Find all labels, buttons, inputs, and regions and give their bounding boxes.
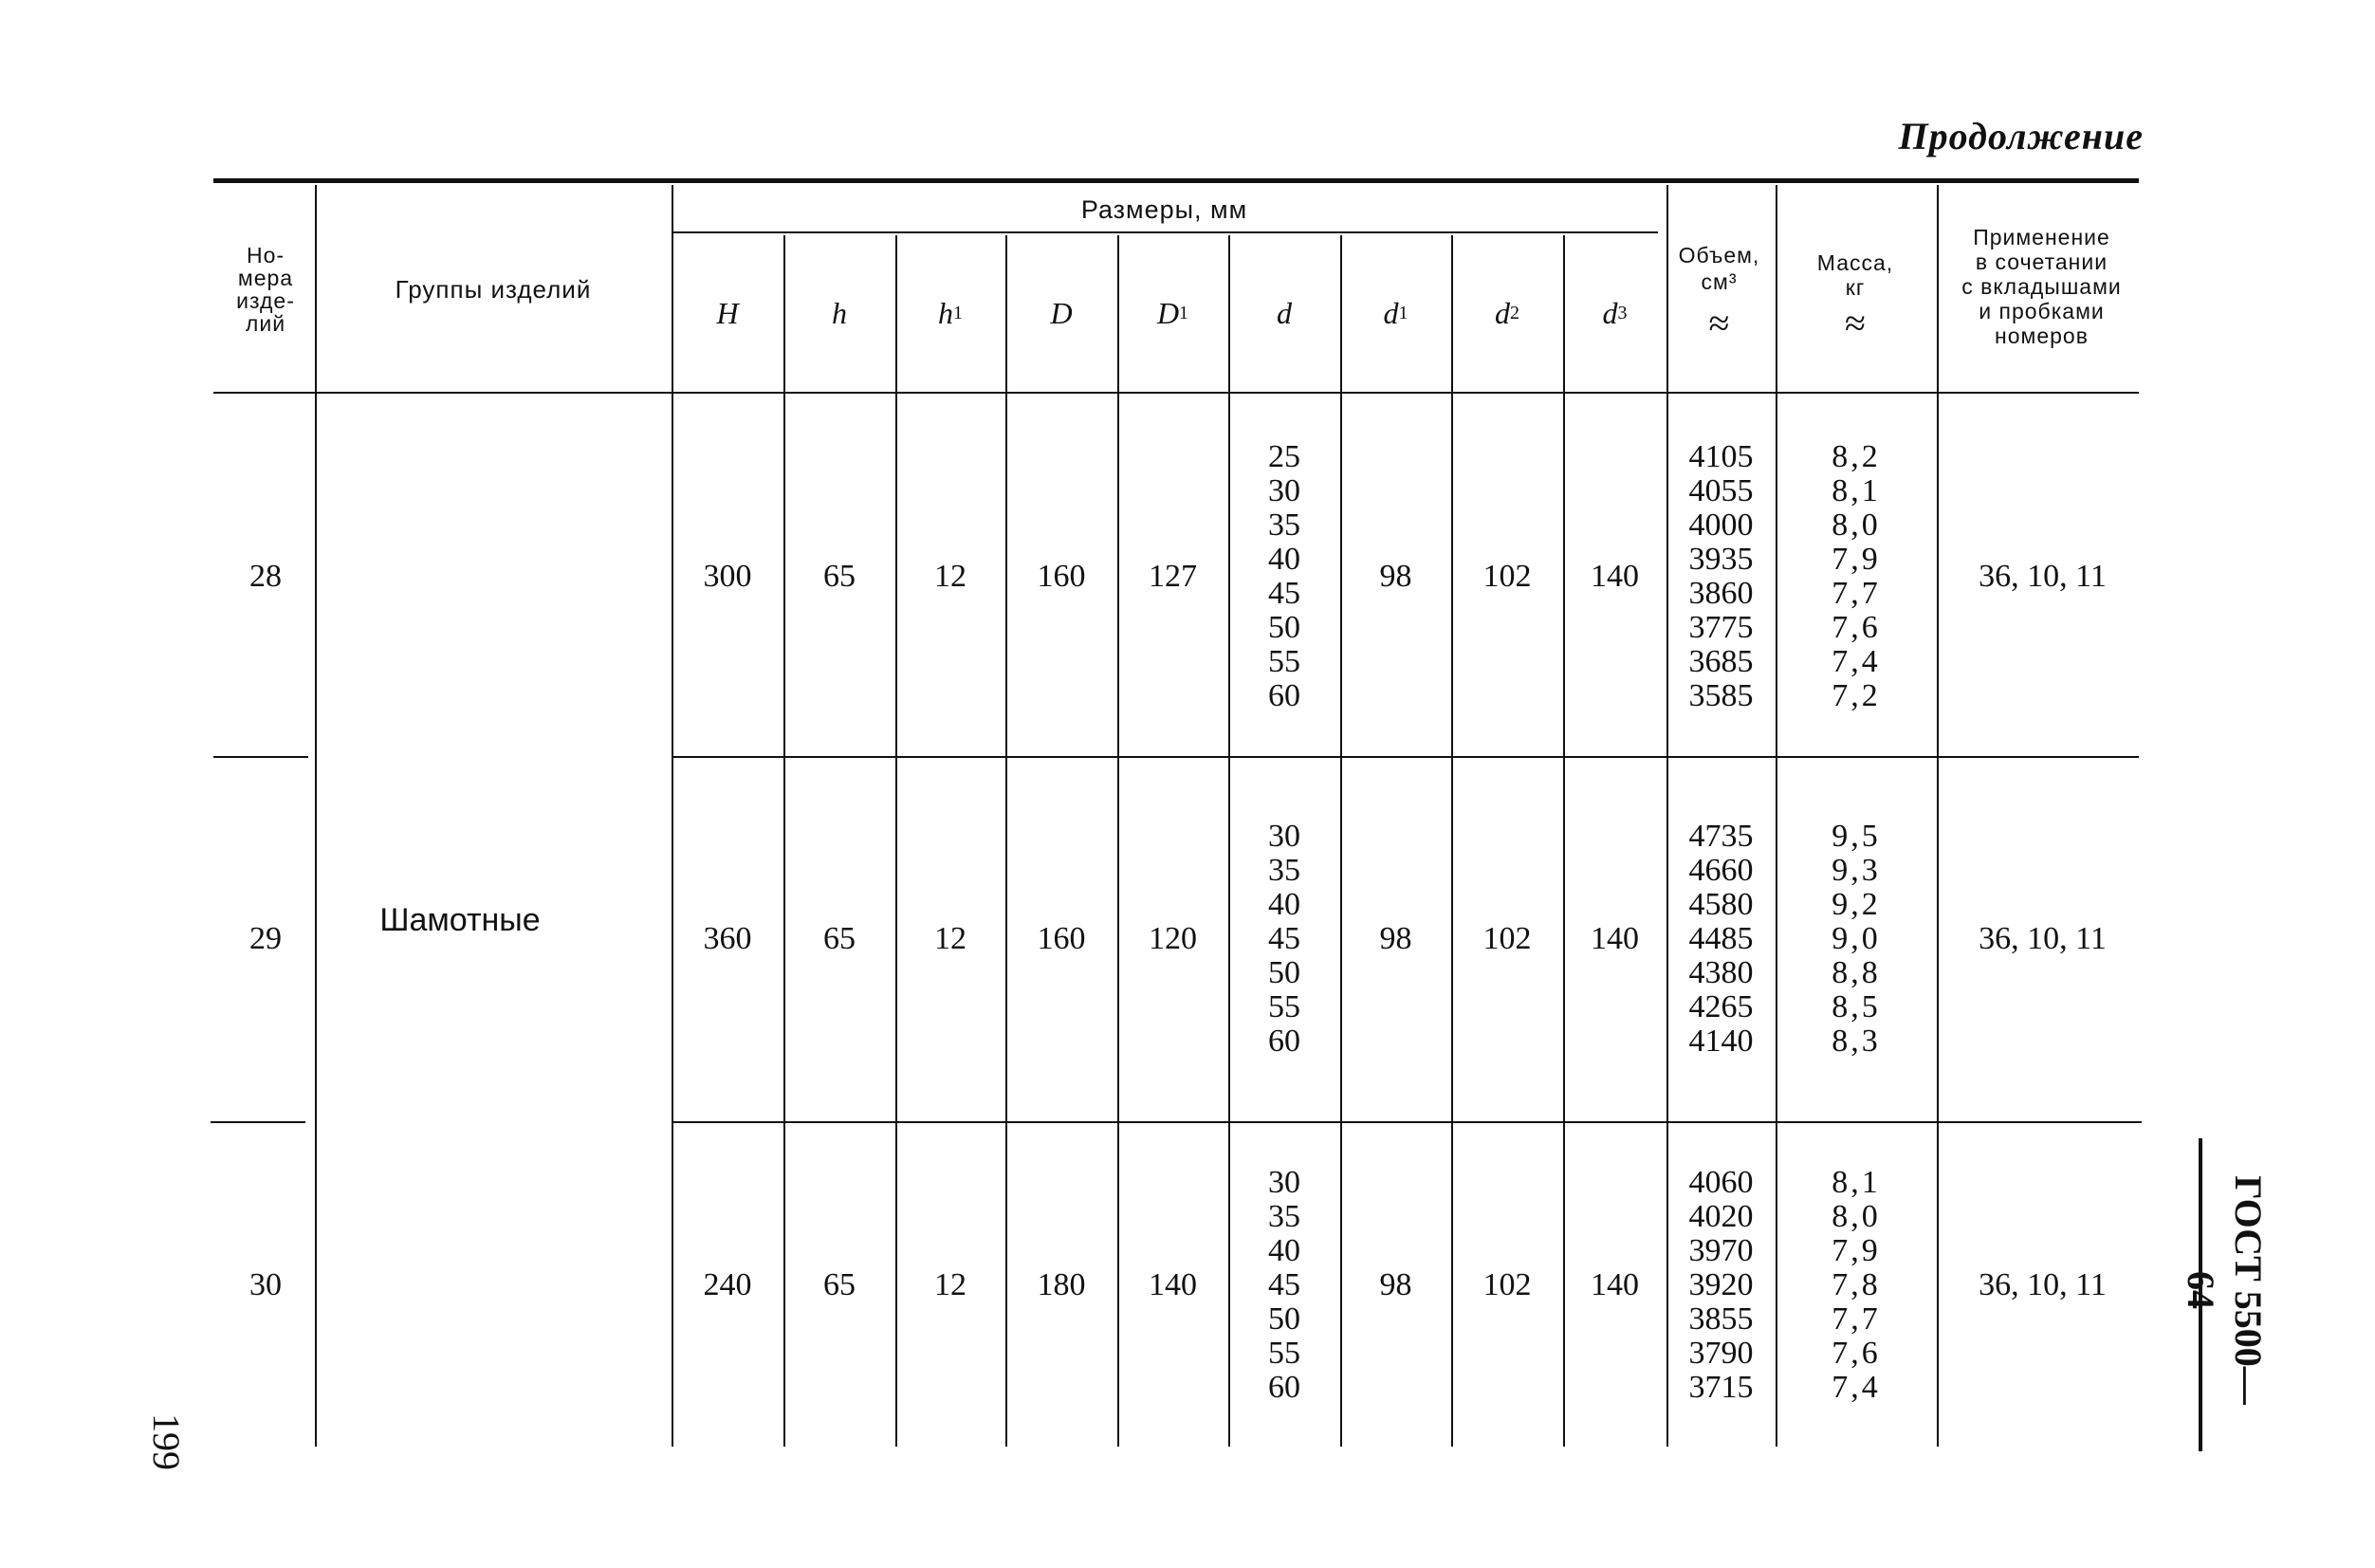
cell-volume-list-value: 3855 [1688, 1301, 1754, 1337]
cell-volume-list-value: 4060 [1688, 1165, 1754, 1200]
cell-d-list-value: 30 [1268, 1165, 1300, 1200]
row-separator-2 [672, 1121, 2142, 1123]
cell-volume-list-value: 3790 [1688, 1336, 1754, 1371]
cell-D1: 140 [1149, 1267, 1197, 1302]
header-dim-6: d [1277, 296, 1292, 330]
cell-usage: 36, 10, 11 [1979, 1267, 2107, 1302]
cell-d-list-value: 60 [1268, 1370, 1300, 1405]
row-separator-left-1 [213, 756, 308, 758]
cell-d-list-value: 40 [1268, 1233, 1300, 1268]
header-usage: Применение в сочетании с вкладышами и пробками номеров [1961, 225, 2122, 348]
cell-mass-list-value: 7,9 [1832, 541, 1881, 577]
cell-usage: 36, 10, 11 [1979, 558, 2107, 594]
cell-D: 180 [1037, 1267, 1086, 1302]
cell-d1: 98 [1379, 921, 1412, 956]
cell-mass-list-value: 8,0 [1832, 1199, 1881, 1234]
cell-h1: 12 [934, 921, 967, 956]
cell-mass-list-value: 9,3 [1832, 853, 1881, 888]
header-dim-3: h 1 [938, 296, 963, 330]
cell-mass-list-value: 7,7 [1832, 1301, 1881, 1337]
header-mass: Масса, кг [1816, 250, 1894, 300]
cell-volume-list [1666, 1124, 1776, 1447]
cell-volume-list-value: 4055 [1688, 472, 1754, 508]
cell-volume-list-value: 4140 [1688, 1024, 1754, 1059]
cell-mass-list-value: 9,0 [1832, 921, 1881, 956]
group-name: Шамотные [379, 901, 541, 938]
cell-d-list [1228, 398, 1340, 754]
cell-volume-list-value: 4380 [1688, 955, 1754, 990]
header-dim-9: d 3 [1602, 296, 1628, 330]
row-number: 29 [249, 921, 282, 956]
cell-d-list-value: 45 [1268, 921, 1300, 956]
cell-volume-list-value: 4485 [1688, 921, 1754, 956]
cell-volume-list-value: 4265 [1688, 989, 1754, 1024]
cell-volume-list-value: 3685 [1688, 643, 1754, 679]
gost-side-label: ГОСТ 5500—64 [2180, 1175, 2270, 1405]
cell-d3: 140 [1591, 921, 1639, 956]
header-bottom-rule [213, 392, 2139, 394]
cell-d-list-value: 25 [1268, 438, 1300, 474]
cell-mass-list-value: 9,5 [1832, 819, 1881, 854]
cell-d2: 102 [1482, 1267, 1532, 1302]
cell-mass-list-value: 7,7 [1832, 575, 1881, 611]
cell-h: 65 [823, 921, 856, 956]
cell-volume-list-value: 4580 [1688, 887, 1754, 922]
cell-d-list-value: 50 [1268, 609, 1300, 645]
cell-h: 65 [823, 1267, 856, 1302]
cell-d-list-value: 30 [1268, 472, 1300, 508]
header-volume: Объем, см³ [1678, 243, 1760, 294]
cell-D1: 120 [1149, 921, 1197, 956]
header-dim-7: d 1 [1383, 296, 1408, 330]
cell-mass-list-value: 8,1 [1832, 1165, 1881, 1200]
cell-volume-list-value: 4105 [1688, 438, 1754, 474]
header-dim-8: d 2 [1495, 296, 1519, 330]
cell-d-list [1228, 759, 1340, 1119]
row-separator-left-2 [211, 1121, 305, 1123]
cell-h1: 12 [934, 558, 967, 594]
header-dim-1: H [716, 296, 739, 330]
cell-mass-list-value: 8,5 [1832, 989, 1881, 1024]
cell-d-list-value: 40 [1268, 887, 1300, 922]
cell-d-list-value: 35 [1268, 507, 1300, 543]
table-top-rule [213, 178, 2139, 183]
cell-volume-list-value: 4000 [1688, 507, 1754, 543]
cell-d-list-value: 30 [1268, 819, 1300, 854]
cell-h1: 12 [934, 1267, 967, 1302]
cell-volume-list-value: 4020 [1688, 1199, 1754, 1234]
cell-mass-list-value: 8,1 [1832, 472, 1881, 508]
cell-d-list-value: 35 [1268, 1199, 1300, 1234]
header-item-number: Но- мера изде- лий [236, 243, 295, 336]
cell-volume-list-value: 3970 [1688, 1233, 1754, 1268]
cell-d-list [1228, 1124, 1340, 1447]
cell-mass-list-value: 8,2 [1832, 438, 1881, 474]
cell-mass-list-value: 7,6 [1832, 1336, 1881, 1371]
cell-mass-list-value: 7,8 [1832, 1267, 1881, 1302]
cell-mass-list-value: 7,4 [1832, 643, 1881, 679]
cell-volume-list-value: 4735 [1688, 819, 1754, 854]
cell-d-list-value: 60 [1268, 677, 1300, 713]
cell-H: 240 [703, 1267, 752, 1302]
cell-d1: 98 [1379, 558, 1412, 594]
cell-d-list-value: 55 [1268, 643, 1300, 679]
cell-d-list-value: 35 [1268, 853, 1300, 888]
cell-d2: 102 [1482, 921, 1532, 956]
cell-volume-list [1666, 398, 1776, 754]
cell-volume-list-value: 3860 [1688, 575, 1754, 611]
cell-d-list-value: 40 [1268, 541, 1300, 577]
dimensions-subheader-rule [672, 231, 1658, 233]
cell-d-list-value: 45 [1268, 1267, 1300, 1302]
cell-d-list-value: 55 [1268, 1336, 1300, 1371]
cell-mass-list [1776, 759, 1937, 1119]
header-dim-5: D 1 [1156, 296, 1189, 330]
cell-usage: 36, 10, 11 [1979, 921, 2107, 956]
cell-mass-list-value: 8,0 [1832, 507, 1881, 543]
row-separator-1 [672, 756, 2139, 758]
cell-volume-list [1666, 759, 1776, 1119]
cell-mass-list-value: 8,8 [1832, 955, 1881, 990]
cell-mass-list-value: 7,9 [1832, 1233, 1881, 1268]
cell-d-list-value: 50 [1268, 1301, 1300, 1337]
cell-d-list-value: 50 [1268, 955, 1300, 990]
cell-mass-list-value: 7,2 [1832, 677, 1881, 713]
cell-D1: 127 [1149, 558, 1197, 594]
row-number: 28 [249, 558, 282, 594]
cell-mass-list-value: 7,6 [1832, 609, 1881, 645]
page-number: 199 [145, 1413, 188, 1470]
cell-D: 160 [1037, 558, 1086, 594]
header-product-group: Группы изделий [395, 274, 592, 304]
cell-volume-list-value: 3585 [1688, 677, 1754, 713]
cell-volume-list-value: 3935 [1688, 541, 1754, 577]
cell-H: 300 [703, 558, 752, 594]
cell-D: 160 [1037, 921, 1086, 956]
cell-d-list-value: 60 [1268, 1024, 1300, 1059]
cell-mass-list [1776, 398, 1937, 754]
cell-mass-list-value: 8,3 [1832, 1024, 1881, 1059]
cell-d3: 140 [1591, 558, 1639, 594]
cell-volume-list-value: 3715 [1688, 1370, 1754, 1405]
cell-volume-list-value: 3775 [1688, 609, 1754, 645]
cell-volume-list-value: 3920 [1688, 1267, 1754, 1302]
cell-h: 65 [823, 558, 856, 594]
header-mass-approx: ≈ [1845, 302, 1866, 344]
cell-H: 360 [703, 921, 752, 956]
cell-d-list-value: 45 [1268, 575, 1300, 611]
header-dim-2: h [832, 296, 847, 330]
header-dimensions: Размеры, мм [1080, 194, 1248, 224]
header-dim-4: D [1050, 296, 1073, 330]
cell-mass-list-value: 7,4 [1832, 1370, 1881, 1405]
cell-volume-list-value: 4660 [1688, 853, 1754, 888]
cell-d-list-value: 55 [1268, 989, 1300, 1024]
cell-d2: 102 [1482, 558, 1532, 594]
row-number: 30 [249, 1267, 282, 1302]
cell-mass-list [1776, 1124, 1937, 1447]
header-volume-approx: ≈ [1708, 302, 1730, 344]
cell-d3: 140 [1591, 1267, 1639, 1302]
cell-mass-list-value: 9,2 [1832, 887, 1881, 922]
cell-d1: 98 [1379, 1267, 1412, 1302]
continuation-label: Продолжение [1898, 115, 2144, 157]
